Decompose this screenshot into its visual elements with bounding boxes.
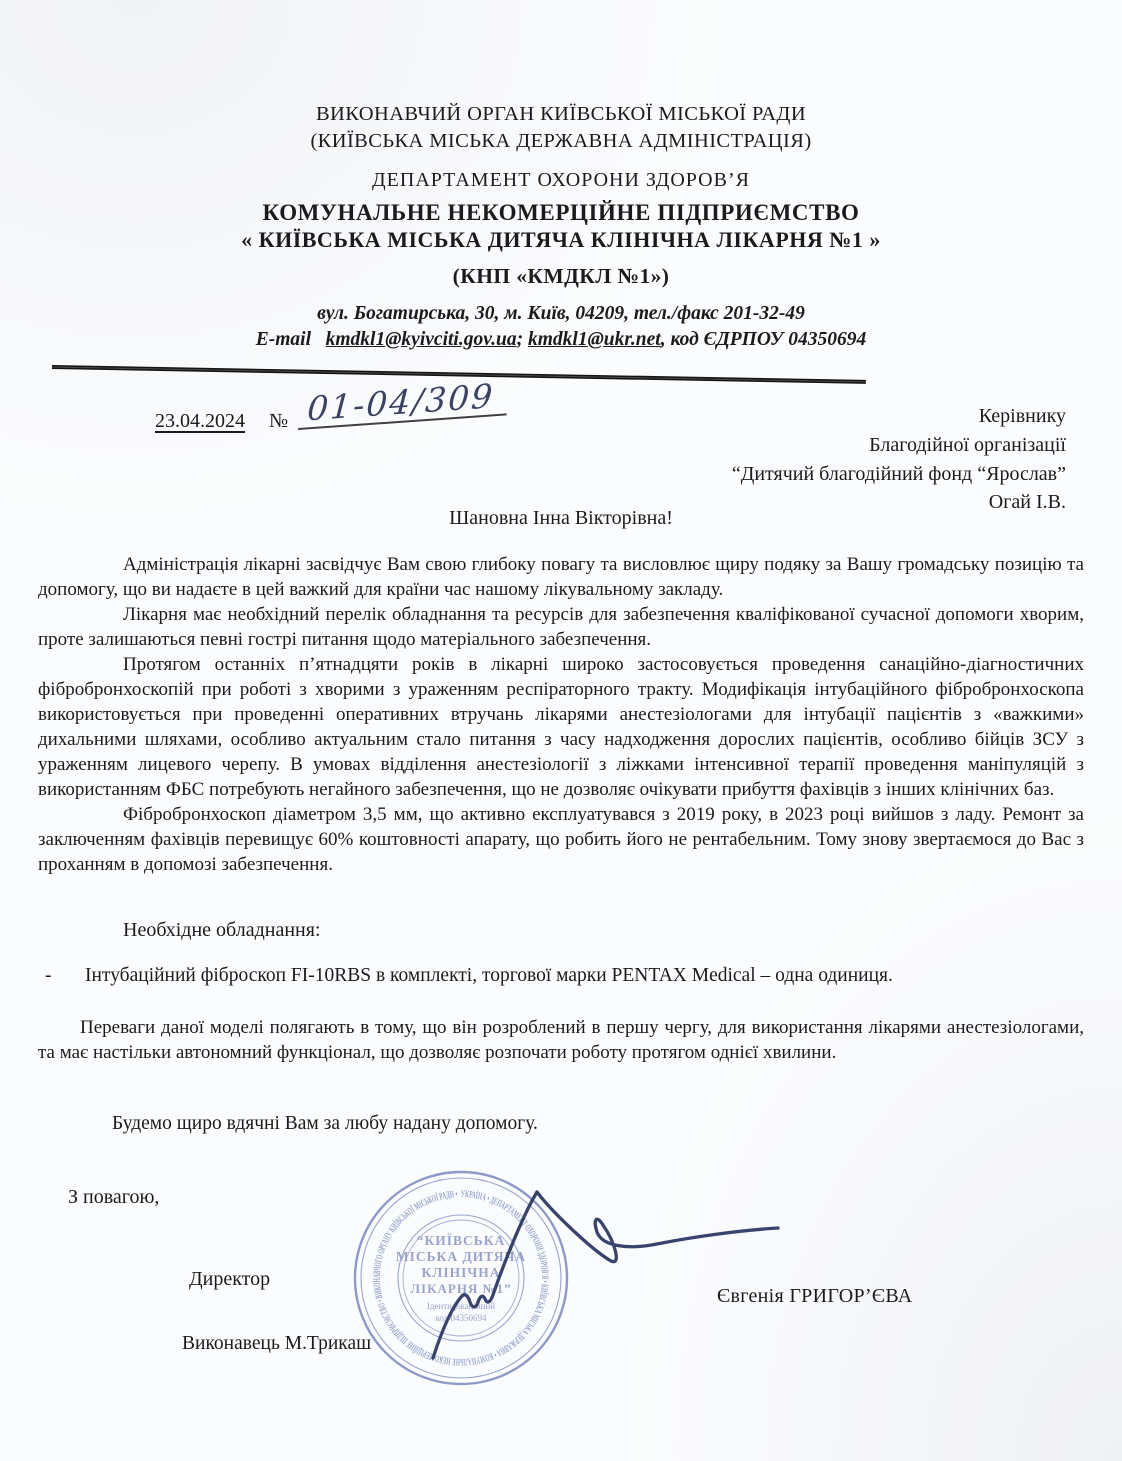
recipient-title: Керівнику [978, 405, 1066, 427]
letterhead-department: ДЕПАРТАМЕНТ ОХОРОНИ ЗДОРОВ’Я [372, 169, 750, 191]
letterhead-short-name: (КНП «КМДКЛ №1») [452, 264, 670, 288]
stamp-and-signature [330, 1148, 800, 1433]
recipient-organization-name: “Дитячий благодійний фонд “Ярослав” [731, 462, 1066, 485]
reference-number-sign: № [269, 410, 289, 432]
reference-date: 23.04.2024 [155, 410, 245, 432]
email-separator: ; [516, 329, 524, 350]
respectfully-label: З повагою, [68, 1186, 160, 1208]
closing-line: Будемо щиро вдячні Вам за любу надану допомогу. [112, 1113, 538, 1134]
stamp-center-line4: ЛІКАРНЯ №1” [410, 1281, 512, 1296]
letterhead-enterprise-line1: КОМУНАЛЬНЕ НЕКОМЕРЦІЙНЕ ПІДПРИЄМСТВО [262, 200, 860, 225]
paragraph-advantages-wrap [38, 1015, 1084, 1065]
equipment-list-item [45, 965, 1085, 987]
paragraph-broken-device: Фібробронхоскоп діаметром 3,5 мм, що активно експлуатувався з 2019 року, в 2023 році вийшов з ладу. Ремонт за заключенням фахівців перевищує 60% коштовності апарату, що робить його не рентабельним. Тому знову звертаємося до Вас з проханням в допомозі забезпечення. [38, 804, 1084, 875]
paragraph-bronchoscopy-history: Протягом останніх п’ятнадцяти років в лікарні широко застосовується проведення санаційно-діагностичних фібробронхоскопій при роботі з хворими з ураженням респіраторного тракту. Модифікація інтубаційного фібробронхоскопа використовується при проведенні оперативних втручань лікарями анестезіологами для інтубації пацієнтів з «важкими» дихальними шляхами, особливо актуальним стало питання з часу надходження дорослих пацієнтів, особливо бійців ЗСУ з ураженням лицевого черепу. В умовах відділення анестезіології з ліжками інтенсивної терапії проведення маніпуляцій з використанням ФБС потребують негайного забезпечення, що не дозволяє очікувати прибуття фахівців з інших клінічних баз. [38, 654, 1084, 800]
stamp-ring-text: УКРАЇНА • ДЕПАРТАМЕНТ ОХОРОНИ ЗДОРОВ’Я • КИЇВСЬКА МІСЬКА ДЕРЖАВНА • КОМУНАЛЬНЕ НЕКОМЕРЦІЙНЕ ПІДПРИЄМСТВО • ВИКОНАВЧОГО ОРГАНУ КИЇВСЬКОЇ МІСЬКОЇ РАДИ • [371, 1188, 551, 1368]
stamp-center-line2: МІСЬКА ДИТЯЧА [395, 1249, 527, 1264]
stamp-center-line3: КЛІНІЧНА [421, 1265, 501, 1280]
email-label: E-mail [255, 329, 311, 350]
salutation: Шановна Інна Вікторівна! [449, 507, 673, 529]
director-name: Євгенія ГРИГОР’ЄВА [717, 1285, 913, 1307]
letterhead-contacts [0, 329, 1122, 351]
list-dash: - [45, 965, 52, 986]
director-title: Директор [189, 1268, 271, 1290]
equipment-item-text: Інтубаційний фіброскоп FI-10RBS в комплекті, торгової марки PENTAX Medical – одна одиниця. [85, 965, 893, 986]
letterhead-enterprise-line2: « КИЇВСЬКА МІСЬКА ДИТЯЧА КЛІНІЧНА ЛІКАРНЯ №1 » [241, 227, 881, 252]
edrpou-code: , код ЄДРПОУ 04350694 [660, 329, 867, 350]
recipient-block [732, 402, 1066, 517]
round-stamp [355, 1172, 567, 1384]
paragraph-gratitude: Адміністрація лікарні засвідчує Вам свою глибоку повагу та висловлює щиру подяку за Вашу громадську позицію та допомогу, що ви надаєте в цей важкий для країни час нашому лікувальному закладу. [38, 554, 1084, 600]
letterhead-org-line1: ВИКОНАВЧИЙ ОРГАН КИЇВСЬКОЇ МІСЬКОЇ РАДИ [315, 103, 807, 125]
paragraph-hospital-needs: Лікарня має необхідний перелік обладнання та ресурсів для забезпечення кваліфікованої сучасної допомоги хворим, проте залишаються певні гострі питання щодо матеріального забезпечення. [38, 604, 1084, 650]
recipient-person: Огай І.В. [988, 491, 1066, 514]
stamp-center-line6: код 04350694 [435, 1313, 487, 1323]
equipment-heading: Необхідне обладнання: [123, 919, 321, 941]
reference-number-handwritten: 01-04/309 [298, 378, 509, 430]
email-link-1: kmdkl1@kyivciti.gov.ua [325, 329, 517, 350]
email-link-2: kmdkl1@ukr.net [527, 329, 661, 350]
stamp-center-line1: “КИЇВСЬКА [416, 1233, 506, 1248]
closing-line-wrap [38, 1113, 1084, 1135]
letter-body [38, 552, 1084, 877]
signature-stroke-flourish [537, 1192, 778, 1262]
reference-row [155, 376, 507, 436]
executor-name: Виконавець М.Трикаш [182, 1333, 372, 1354]
stamp-center-line5: Ідентифікаційний [426, 1301, 496, 1311]
recipient-organization-type: Благодійної організації [869, 433, 1066, 456]
letterhead-address: вул. Богатирська, 30, м. Київ, 04209, тел./факс 201-32-49 [317, 303, 805, 324]
paragraph-advantages: Переваги даної моделі полягають в тому, що він розроблений в першу чергу, для використання лікарями анестезіологами, та має настільки автономний функціонал, що дозволяє розпочати роботу протягом однієї хвилини. [38, 1017, 1084, 1063]
letterhead-org-line2: (КИЇВСЬКА МІСЬКА ДЕРЖАВНА АДМІНІСТРАЦІЯ) [310, 130, 812, 152]
